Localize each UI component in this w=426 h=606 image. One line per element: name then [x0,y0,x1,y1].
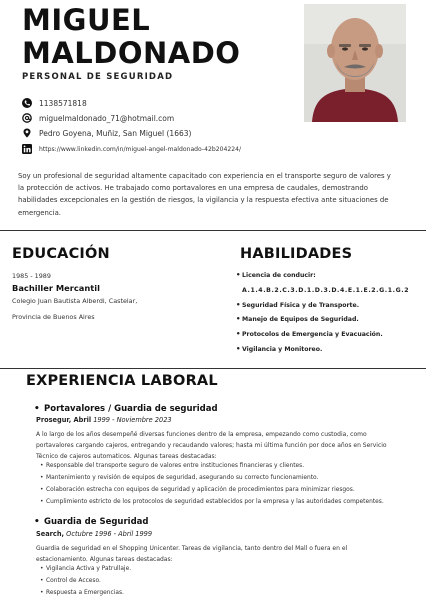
skill-item: • Manejo de Equipos de Seguridad. [236,315,359,323]
license-codes: A.1.4.B.2.C.3.D.1.D.3.D.4.E.1.E.2.G.1.G.2 [242,287,410,294]
address: Pedro Goyena, Muñiz, San Miguel (1663) [39,128,192,138]
job-title: • Portavalores / Guardia de seguridad [34,404,218,414]
job-description: Guardia de seguridad en el Shopping Unicenter. Tareas de vigilancia, tanto dentro del Mall o fuera en el [36,545,348,552]
contact-linkedin [22,144,241,154]
profile-summary: Soy un profesional de seguridad altamente capacitado con experiencia en el transporte seguro de valores y la protección de activos. He trabajado como portavalores en una empresa de caudales, demostrando habilidades excepcionales en la gestión de riesgos, la vigilancia y la respuesta efectiva ante situaciones de emergencia. [18,172,391,217]
section-divider [0,368,426,369]
list-item: • Vigilancia Activa y Patrullaje. [40,566,132,572]
skill-item: • Vigilancia y Monitoreo. [236,345,323,353]
education-location: Provincia de Buenos Aires [12,313,95,321]
phone-number: 1138571818 [39,98,87,108]
education-school: Colegio Juan Bautista Alberdi, Castelar, [12,297,138,305]
list-item: • Responsable del transporte seguro de valores entre instituciones financieras y clientes. [40,463,305,469]
contact-phone [22,98,87,108]
profile-photo [304,4,406,122]
experience-heading: EXPERIENCIA LABORAL [26,373,218,389]
section-divider [0,230,426,231]
education-years: 1985 - 1989 [12,272,51,280]
list-item: • Colaboración estrecha con equipos de seguridad y aplicación de procedimientos para minimizar riesgos. [40,487,355,493]
name-last: MALDONADO [22,36,241,70]
location-icon [22,128,32,138]
phone-icon [22,98,32,108]
list-item: • Control de Acceso. [40,578,101,584]
email-address[interactable]: miguelmaldonado_71@hotmail.com [39,113,175,123]
linkedin-icon [22,144,32,154]
job-description: A lo largo de los años desempeñé diversas funciones dentro de la empresa, empezando como custodia, como [36,431,367,438]
linkedin-url[interactable]: https://www.linkedin.com/in/miguel-angel-maldonado-42b204224/ [39,145,242,153]
job-company-dates: Search, Octubre 1996 - Abril 1999 [36,530,153,538]
list-item: • Respuesta a Emergencias. [40,590,124,596]
education-heading: EDUCACIÓN [12,246,110,262]
job-title: • Guardia de Seguridad [34,517,149,527]
skill-item: • Protocolos de Emergencia y Evacuación. [236,330,383,338]
contact-address [22,128,191,138]
list-item: • Cumplimiento estricto de los protocolos de seguridad establecidos por la empresa y las autoridades competentes. [40,499,384,505]
skills-heading: HABILIDADES [240,246,353,262]
contact-email [22,113,174,123]
skill-item: • Licencia de conducir: [236,271,316,279]
name-first: MIGUEL [22,3,151,37]
list-item: • Mantenimiento y revisión de equipos de seguridad, asegurando su correcto funcionamiento. [40,475,319,481]
email-icon [22,113,32,123]
education-degree: Bachiller Mercantil [12,283,100,293]
job-role: PERSONAL DE SEGURIDAD [22,72,174,82]
name [22,4,240,70]
job-description: portavalores cargando cajeros, entregando y recaudando valores; hasta mi última función por doce años en Servicio [36,442,387,449]
job-description: estacionamiento. Algunas tareas destacadas: [36,556,173,563]
job-company-dates: Prosegur, Abril 1999 - Noviembre 2023 [36,416,172,424]
skill-item: • Seguridad Física y de Transporte. [236,301,360,309]
job-description: Técnico de cajeros automaticos. Algunas tareas destacadas: [36,453,217,460]
